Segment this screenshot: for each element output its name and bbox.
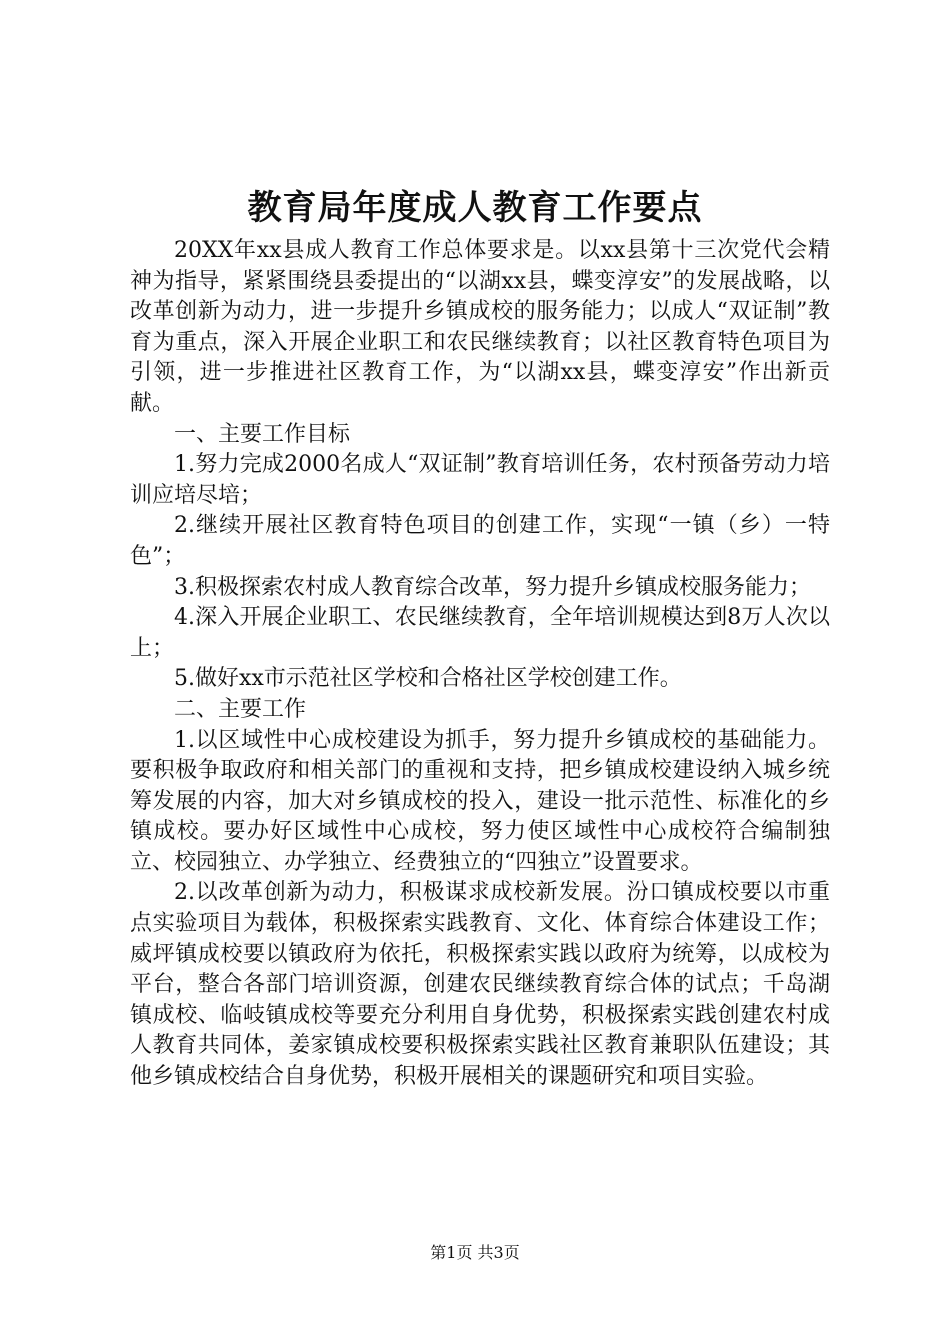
- intro-paragraph: 20XX年xx县成人教育工作总体要求是。以xx县第十三次党代会精神为指导，紧紧围绕县委提出的“以湖xx县，蝶变淳安”的发展战略，以改革创新为动力，进一步提升乡镇成校的服务能力；以成人“双证制”教育为重点，深入开展企业职工和农民继续教育；以社区教育特色项目为引领，进一步推进社区教育工作，为“以湖xx县，蝶变淳安”作出新贡献。: [130, 238, 830, 416]
- goal-item-3: 3.积极探索农村成人教育综合改革，努力提升乡镇成校服务能力；: [174, 574, 811, 600]
- document-title: 教育局年度成人教育工作要点: [247, 188, 703, 228]
- page-footer: 第1页 共3页: [430, 1243, 520, 1262]
- document-body: [130, 236, 830, 1093]
- goal-item-2: 2.继续开展社区教育特色项目的创建工作，实现“一镇（乡）一特色”；: [130, 513, 830, 569]
- work-item-1: 1.以区域性中心成校建设为抓手，努力提升乡镇成校的基础能力。要积极争取政府和相关部门的重视和支持，把乡镇成校建设纳入城乡统筹发展的内容，加大对乡镇成校的投入，建设一批示范性、标准化的乡镇成校。要办好区域性中心成校，努力使区域性中心成校符合编制独立、校园独立、办学独立、经费独立的“四独立”设置要求。: [130, 727, 830, 875]
- section-heading-goals: 一、主要工作目标: [174, 421, 351, 447]
- goal-item-1: 1.努力完成2000名成人“双证制”教育培训任务，农村预备劳动力培训应培尽培；: [130, 452, 830, 508]
- section-heading-work: 二、主要工作: [174, 696, 307, 722]
- goal-item-5: 5.做好xx市示范社区学校和合格社区学校创建工作。: [174, 666, 682, 692]
- goal-item-4: 4.深入开展企业职工、农民继续教育，全年培训规模达到8万人次以上；: [130, 605, 830, 661]
- work-item-2: 2.以改革创新为动力，积极谋求成校新发展。汾口镇成校要以市重点实验项目为载体，积极探索实践教育、文化、体育综合体建设工作；威坪镇成校要以镇政府为依托，积极探索实践以政府为统筹，以成校为平台，整合各部门培训资源，创建农民继续教育综合体的试点；千岛湖镇成校、临岐镇成校等要充分利用自身优势，积极探索实践创建农村成人教育共同体，姜家镇成校要积极探索实践社区教育兼职队伍建设；其他乡镇成校结合自身优势，积极开展相关的课题研究和项目实验。: [130, 880, 830, 1090]
